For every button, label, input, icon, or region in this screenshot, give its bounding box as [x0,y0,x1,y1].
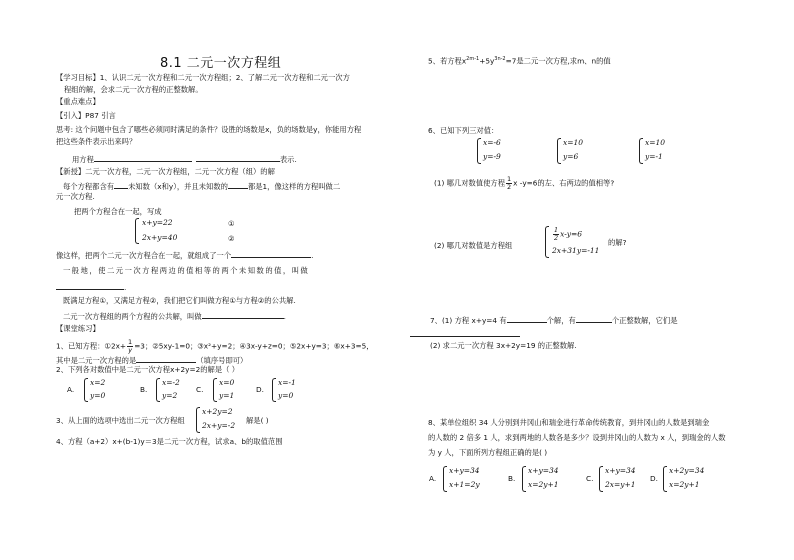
pair-brace [639,138,643,164]
pair-1-x: x=-6 [483,138,501,147]
question-6-2-end: 的解? [608,238,627,247]
pair-brace [477,138,481,164]
option-eq: x=2 [90,378,106,387]
new-content-heading: 【新授】二元一次方程，二元一次方程组，二元一次方程（组）的解 [56,167,275,176]
system-eq-2: 2x+y=40 [142,233,178,242]
label-circle-2: ② [228,234,235,243]
question-6: 6、已知下列三对值： [428,126,499,135]
question-3-end: 解是( ) [246,416,269,425]
solution-blank-line: . [56,281,126,292]
question-8-cont-2: 为 y 人，下面所列方程组正确的是( ) [428,448,548,457]
option-eq: x+y=34 [605,466,636,475]
question-1-answer: 其中是二元一次方程的是 （填序号即可） [56,356,248,365]
option-label: B. [508,474,516,483]
definition-line: 每个方程都含有 未知数（x和y），并且未知数的 都是1，像这样的方程叫做二 [63,182,341,191]
option-eq: x=2y+1 [669,480,700,489]
option-label: C. [586,474,594,483]
pair-3-x: x=10 [645,138,666,147]
option-label: D. [650,474,658,483]
question-8-cont: 的人数的 2 倍多 1 人，求到两地的人数各是多少？设到井冈山的人数为 x 人，到瑞金的人数 [428,433,726,442]
question-7-blank [410,328,520,339]
pair-2-x: x=10 [563,138,584,147]
question-7-2: (2) 求二元一次方程 3x+2y=19 的正整数解. [430,341,577,350]
pair-brace [557,138,561,164]
think-question-cont: 把这些条件表示出来吗？ [56,137,137,146]
use-equation-line: 用方程 表示. [72,155,297,164]
question-6-1: (1) 哪几对数值使方程 $\frac{1}{2}$ x -y=6的左、右两边的值相等? [434,175,615,191]
question-1: 1、已知方程：①2x+ $\frac{1}{y}$ =3；②5xy-1=0；③x²+y=2；④3x-y+z=0；⑤2x+y=3；⑥x+3=5， [56,338,374,354]
option-eq: y=0 [90,391,106,400]
pair-2-y: y=6 [563,152,579,161]
question-2: 2、下列各对数值中是二元一次方程x+2y=2的解是（ ） [56,365,240,374]
option-eq: x=-1 [278,378,296,387]
system-brace [196,407,200,433]
option-brace [272,378,276,402]
question-5: 5、若方程$x^{2m-1}+5y^{3n-2}=7$是二元一次方程,求m、n的值 [428,56,611,66]
option-eq: x+y=34 [528,466,559,475]
option-eq: y=2 [162,391,178,400]
system-solution-text: 二元一次方程组的两个方程的公共解，叫做 . [63,312,286,321]
option-label: C. [196,385,204,394]
option-eq: x=0 [219,378,235,387]
question-4: 4、方程（a+2）x+(b-1)y＝3是二元一次方程，试求a、b的取值范围 [56,437,283,446]
option-eq: y=0 [278,391,294,400]
question-3: 3、从上面的选项中选出二元一次方程组 [56,416,185,425]
option-brace [522,466,526,492]
label-circle-1: ① [228,219,235,228]
intro-heading: 【引入】P87 引言 [56,111,116,120]
option-brace [156,378,160,402]
question-3-eq-2: 2x+y=-2 [202,421,236,430]
option-brace [443,466,447,492]
option-brace [213,378,217,402]
pair-1-y: y=-9 [483,152,501,161]
option-label: A. [67,385,75,394]
page-title: 8.1 二元一次方程组 [160,56,282,71]
common-solution-text: 既满足方程①，又满足方程②，我们把它们叫做方程①与方程②的公共解. [63,296,296,305]
practice-heading: 【课堂练习】 [56,324,100,333]
option-label: A. [429,474,437,483]
option-eq: x+2y=34 [669,466,705,475]
combine-text: 把两个方程合在一起，写成 [74,207,162,216]
learning-goals: 【学习目标】1、认识二元一次方程和二元一次方程组；2、了解二元一次方程和二元一次方 [56,73,350,82]
system-definition: 像这样，把两个二元一次方程合在一起，就组成了一个 . [56,251,314,260]
key-points-heading: 【重点难点】 [56,97,100,106]
think-question: 思考: 这个问题中包含了哪些必须同时满足的条件？设胜的场数是x，负的场数是y，你能用方程 [56,125,362,134]
question-6-2-eq-2: 2x+31y=-11 [552,246,600,255]
question-6-2-eq-1: $\frac{1}{2}$ x-y=6 [554,226,583,242]
option-eq: y=1 [219,391,235,400]
option-eq: x+y=34 [449,466,480,475]
option-eq: x=2y+1 [528,480,559,489]
system-brace [135,218,139,244]
option-eq: x+1=2y [449,480,480,489]
learning-goals-cont: 程组的解，会求二元一次方程的正整数解。 [64,85,203,94]
option-label: B. [140,385,148,394]
pair-3-y: y=-1 [645,152,663,161]
system-brace [545,226,549,258]
option-brace [663,466,667,492]
question-3-eq-1: x+2y=2 [202,407,233,416]
option-brace [84,378,88,402]
system-eq-1: x+y=22 [142,218,173,227]
question-7: 7、(1) 方程 x+y=4 有 个解，有 个正整数解，它们是 [430,316,678,325]
question-6-2: (2) 哪几对数值是方程组 [434,241,513,250]
option-label: D. [256,385,264,394]
question-8: 8、某单位组织 34 人分别到井冈山和瑞金进行革命传统教育，到井冈山的人数是到瑞金 [428,418,710,427]
definition-line-cont: 元一次方程. [56,192,95,201]
option-eq: x=-2 [162,378,180,387]
option-brace [599,466,603,492]
solution-definition: 一般地，使二元一次方程两边的值相等的两个未知数的值，叫做 [63,266,310,275]
option-eq: 2x=y+1 [605,480,636,489]
